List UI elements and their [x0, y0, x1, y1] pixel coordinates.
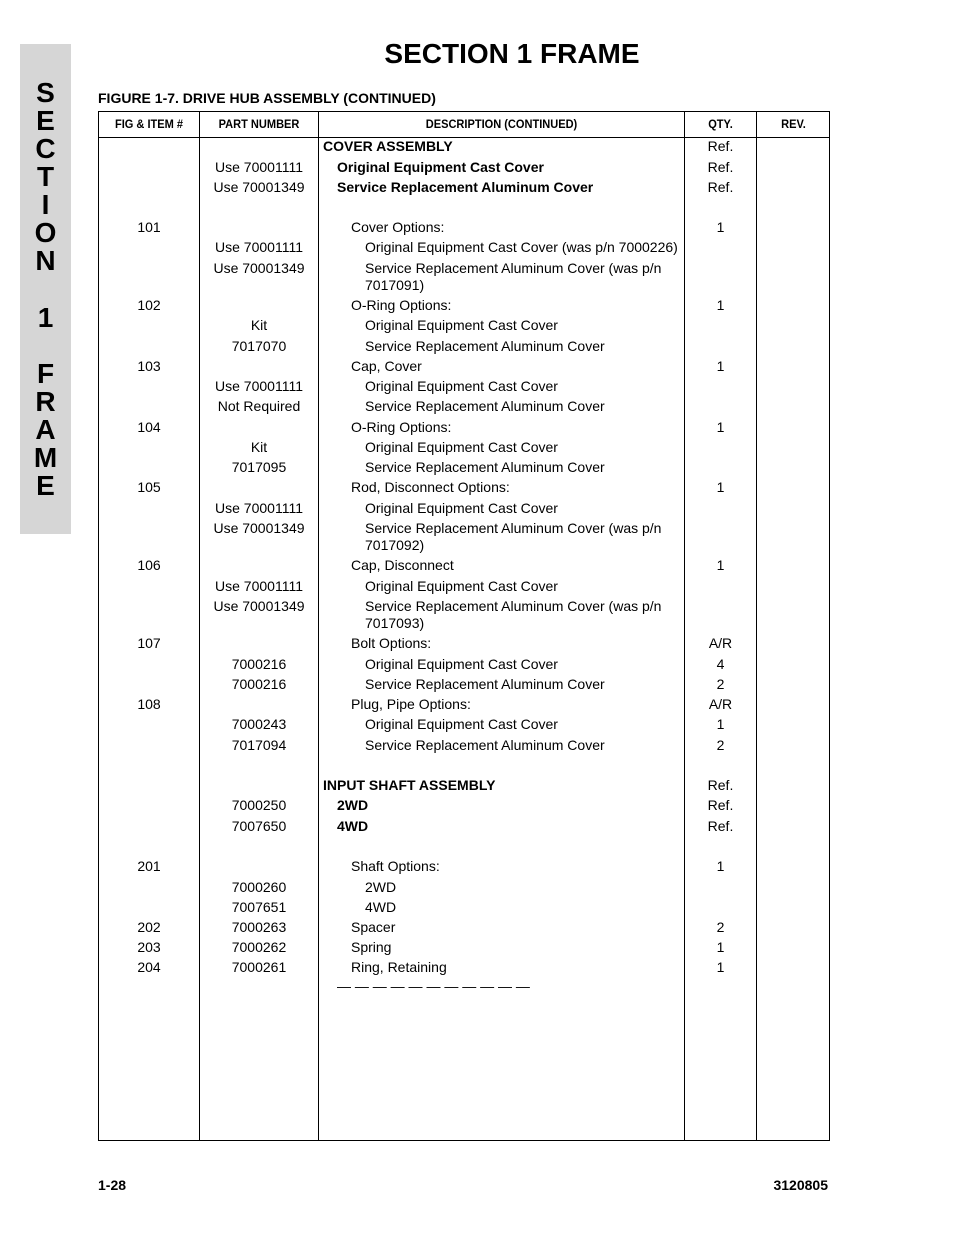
part-number-cell: Kit [250, 439, 268, 455]
description-cell: O-Ring Options: [351, 297, 452, 313]
description-cell: — — — — — — — — — — — [337, 978, 530, 994]
side-tab-letter: C [35, 133, 56, 164]
part-number-cell: 7000261 [231, 959, 287, 975]
fig-item-cell: 104 [137, 419, 161, 435]
description-cell: COVER ASSEMBLY [323, 138, 453, 154]
description-cell: Rod, Disconnect Options: [351, 479, 510, 495]
part-number-cell: Use 70001111 [215, 578, 303, 594]
qty-cell: 1 [716, 419, 725, 435]
side-tab-letter: E [36, 105, 55, 136]
fig-item-cell: 106 [137, 557, 161, 573]
description-cell: Original Equipment Cast Cover [365, 439, 558, 455]
fig-item-cell: 105 [137, 479, 161, 495]
part-number-cell: Use 70001111 [215, 159, 303, 175]
fig-item-cell: 102 [137, 297, 161, 313]
qty-cell: Ref. [707, 179, 734, 195]
side-tab-letter: T [36, 161, 55, 192]
fig-item-cell: 103 [137, 358, 161, 374]
description-cell: Original Equipment Cast Cover [365, 656, 558, 672]
fig-item-cell: 101 [137, 219, 161, 235]
description-cell: Spring [351, 939, 392, 955]
description-cell: Original Equipment Cast Cover [365, 578, 558, 594]
part-number-cell: Use 70001349 [213, 260, 305, 276]
page-title: SECTION 1 FRAME [384, 38, 640, 69]
side-tab-letter: O [34, 217, 57, 248]
fig-item-cell: 201 [137, 858, 161, 874]
qty-cell: 1 [716, 358, 725, 374]
part-number-cell: Not Required [217, 398, 301, 414]
part-number-cell: Use 70001111 [215, 378, 303, 394]
part-number-cell: 7000260 [231, 879, 287, 895]
description-cell: Spacer [351, 919, 396, 935]
column-divider [756, 112, 757, 1140]
part-number-cell: 7000243 [231, 716, 287, 732]
part-number-cell: 7000262 [231, 939, 287, 955]
header-part-number: PART NUMBER [218, 117, 300, 131]
side-tab-letter: S [36, 77, 55, 108]
figure-title: FIGURE 1-7. DRIVE HUB ASSEMBLY (CONTINUED) [98, 90, 436, 106]
part-number-cell: 7000216 [231, 656, 287, 672]
qty-cell: Ref. [707, 818, 734, 834]
qty-cell: Ref. [707, 797, 734, 813]
description-cell: 4WD [337, 818, 369, 834]
side-tab-letter: F [36, 358, 55, 389]
description-cell: Service Replacement Aluminum Cover [337, 179, 594, 195]
description-cell: Service Replacement Aluminum Cover (was p/n 7017091) [365, 260, 662, 293]
description-cell: Service Replacement Aluminum Cover [365, 676, 605, 692]
qty-cell: 4 [716, 656, 725, 672]
qty-cell: 2 [716, 676, 725, 692]
qty-cell: 1 [716, 939, 725, 955]
part-number-cell: 7007650 [231, 818, 287, 834]
description-cell: Service Replacement Aluminum Cover [365, 338, 605, 354]
qty-cell: 2 [716, 919, 725, 935]
qty-cell: 1 [716, 479, 725, 495]
fig-item-cell: 108 [137, 696, 161, 712]
fig-item-cell: 203 [137, 939, 161, 955]
fig-item-cell: 202 [137, 919, 161, 935]
column-divider [318, 112, 319, 1140]
header-description: DESCRIPTION (CONTINUED) [425, 117, 578, 131]
description-cell: Service Replacement Aluminum Cover [365, 398, 605, 414]
description-cell: Service Replacement Aluminum Cover (was p/n 7017093) [365, 598, 662, 631]
side-tab-letter: I [41, 189, 50, 220]
qty-cell: A/R [708, 635, 733, 651]
qty-cell: 1 [716, 858, 725, 874]
description-cell: Original Equipment Cast Cover [337, 159, 544, 175]
part-number-cell: 7017070 [231, 338, 287, 354]
description-cell: Service Replacement Aluminum Cover [365, 737, 605, 753]
qty-cell: A/R [708, 696, 733, 712]
side-tab-letter: 1 [37, 302, 54, 333]
part-number-cell: Use 70001349 [213, 520, 305, 536]
description-cell: INPUT SHAFT ASSEMBLY [323, 777, 496, 793]
description-cell: Ring, Retaining [351, 959, 447, 975]
header-rev: REV. [781, 117, 806, 131]
part-number-cell: 7000216 [231, 676, 287, 692]
part-number-cell: Kit [250, 317, 268, 333]
description-cell: Cap, Cover [351, 358, 422, 374]
description-cell: Original Equipment Cast Cover [365, 378, 558, 394]
description-cell: Cover Options: [351, 219, 445, 235]
qty-cell: 2 [716, 737, 725, 753]
side-tab-letter: R [35, 386, 56, 417]
description-cell: Service Replacement Aluminum Cover [365, 459, 605, 475]
qty-cell: Ref. [707, 138, 734, 154]
description-cell: Cap, Disconnect [351, 557, 454, 573]
fig-item-cell: 204 [137, 959, 161, 975]
part-number-cell: Use 70001111 [215, 500, 303, 516]
part-number-cell: Use 70001111 [215, 239, 303, 255]
fig-item-cell: 107 [137, 635, 161, 651]
side-tab-letter: E [36, 470, 55, 501]
description-cell: Bolt Options: [351, 635, 432, 651]
description-cell: O-Ring Options: [351, 419, 452, 435]
header-qty: QTY. [708, 117, 733, 131]
description-cell: Shaft Options: [351, 858, 440, 874]
description-cell: Original Equipment Cast Cover (was p/n 7000226) [365, 239, 678, 255]
qty-cell: Ref. [707, 777, 734, 793]
section-side-tab [20, 44, 71, 534]
qty-cell: 1 [716, 297, 725, 313]
qty-cell: Ref. [707, 159, 734, 175]
part-number-cell: 7017095 [231, 459, 287, 475]
part-number-cell: Use 70001349 [213, 179, 305, 195]
qty-cell: 1 [716, 219, 725, 235]
part-number-cell: 7000250 [231, 797, 287, 813]
page-number: 1-28 [98, 1177, 127, 1193]
part-number-cell: 7017094 [231, 737, 287, 753]
part-number-cell: 7000263 [231, 919, 287, 935]
side-tab-letter: A [35, 414, 56, 445]
part-number-cell: Use 70001349 [213, 598, 305, 614]
qty-cell: 1 [716, 557, 725, 573]
side-tab-letter: M [33, 442, 58, 473]
header-fig-item: FIG & ITEM # [114, 117, 184, 131]
description-cell: Original Equipment Cast Cover [365, 500, 558, 516]
description-cell: Plug, Pipe Options: [351, 696, 471, 712]
description-cell: 2WD [337, 797, 369, 813]
description-cell: Original Equipment Cast Cover [365, 716, 558, 732]
qty-cell: 1 [716, 959, 725, 975]
description-cell: 4WD [365, 899, 397, 915]
side-tab-letter: N [35, 245, 56, 276]
description-cell: Service Replacement Aluminum Cover (was p/n 7017092) [365, 520, 662, 553]
parts-table [98, 111, 830, 1141]
part-number-cell: 7007651 [231, 899, 287, 915]
qty-cell: 1 [716, 716, 725, 732]
description-cell: Original Equipment Cast Cover [365, 317, 558, 333]
document-number: 3120805 [773, 1177, 828, 1193]
description-cell: 2WD [365, 879, 397, 895]
